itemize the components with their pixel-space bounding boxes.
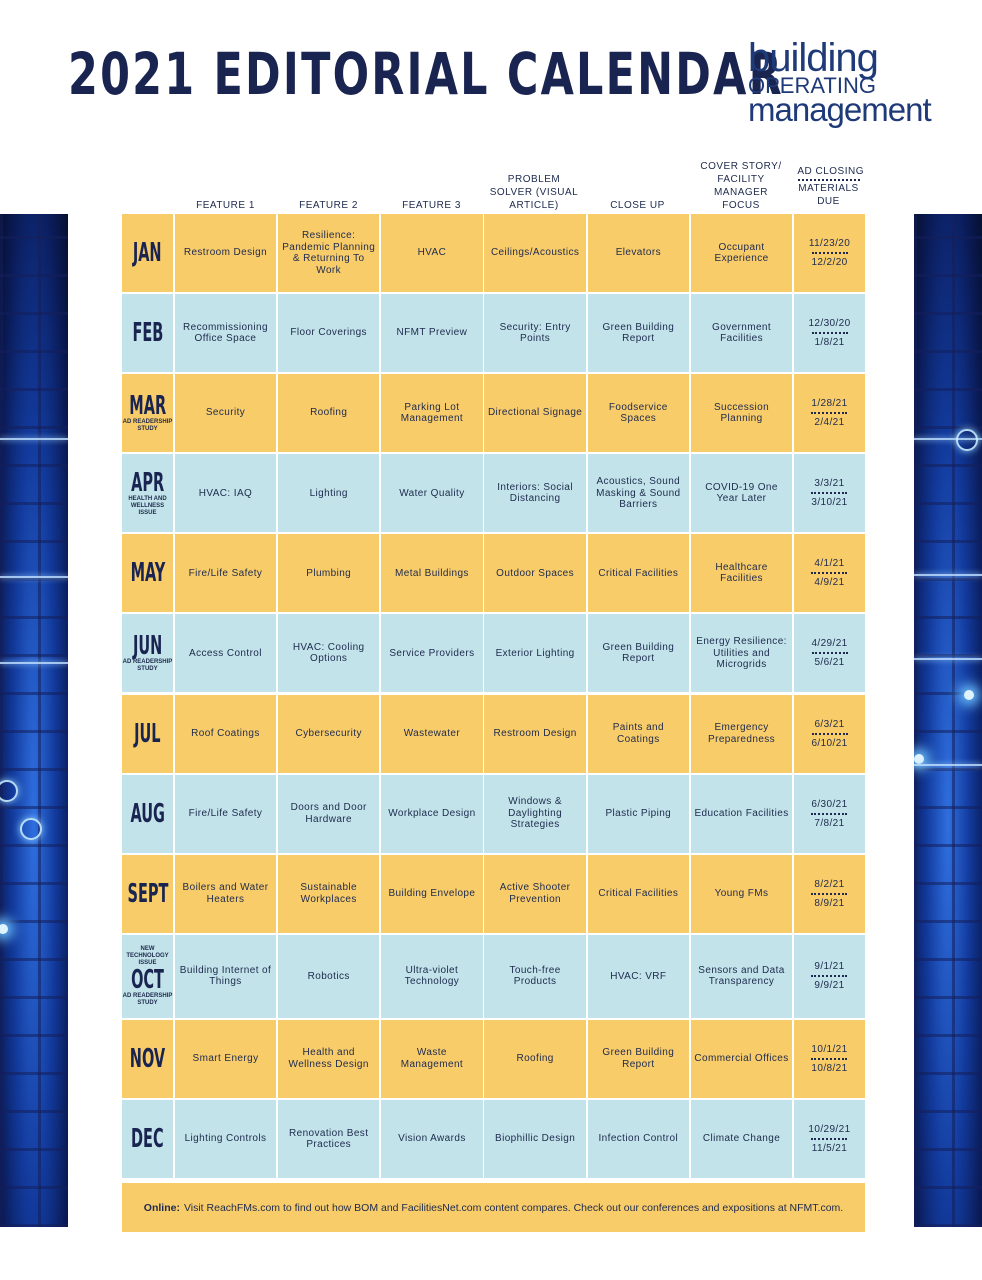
materials-due-date: 6/10/21 <box>811 737 848 749</box>
ad-closing-date: 10/1/21 <box>811 1043 848 1055</box>
month-label: DEC <box>131 1124 164 1155</box>
column-header-ad-closing <box>793 152 864 208</box>
problem-solver-cell: Security: Entry Points <box>484 294 585 372</box>
footer-text: Visit ReachFMs.com to find out how BOM and FacilitiesNet.com content compares. Check out our conferences and expositions at NFMT.com. <box>183 1201 844 1214</box>
ad-closing-date: 10/29/21 <box>808 1124 851 1136</box>
calendar-row <box>122 1020 865 1098</box>
logo-line-building: building <box>748 36 878 80</box>
problem-solver-cell: Touch-free Products <box>484 935 585 1018</box>
feature-1-cell: Recommissioning Office Space <box>175 294 276 372</box>
ad-closing-date: 6/30/21 <box>811 798 848 810</box>
month-cell <box>122 294 173 372</box>
feature-2-cell: Roofing <box>278 374 379 452</box>
feature-3-cell: Workplace Design <box>381 775 482 853</box>
feature-1-cell: Fire/Life Safety <box>175 534 276 612</box>
column-header-close-up: CLOSE UP <box>610 200 665 211</box>
dotted-divider <box>798 179 860 181</box>
month-label: JUL <box>134 718 161 749</box>
materials-due-date: 10/8/21 <box>811 1062 848 1074</box>
calendar-row <box>122 294 865 372</box>
month-label: NOV <box>129 1043 166 1074</box>
feature-1-cell: Lighting Controls <box>175 1100 276 1178</box>
month-cell <box>122 775 173 853</box>
building-operating-management-logo <box>748 38 931 126</box>
close-up-cell: Green Building Report <box>588 614 689 692</box>
month-cell <box>122 855 173 933</box>
left-decorative-panel <box>0 214 68 1227</box>
calendar-row <box>122 855 865 933</box>
materials-due-date: 5/6/21 <box>814 657 845 669</box>
ad-closing-date: 3/3/21 <box>814 478 845 490</box>
cover-story-cell: Education Facilities <box>691 775 792 853</box>
feature-2-cell: Robotics <box>278 935 379 1018</box>
close-up-cell: Elevators <box>588 214 689 292</box>
feature-1-cell: Boilers and Water Heaters <box>175 855 276 933</box>
feature-1-cell: Building Internet of Things <box>175 935 276 1018</box>
month-note-top: NEW TECHNOLOGY ISSUE <box>126 945 169 966</box>
ad-closing-date: 9/1/21 <box>814 961 845 973</box>
problem-solver-cell: Active Shooter Prevention <box>484 855 585 933</box>
column-header-cover-story: COVER STORY/ FACILITY MANAGER FOCUS <box>700 161 782 211</box>
calendar-row <box>122 614 865 692</box>
dotted-divider <box>811 1058 847 1060</box>
feature-3-cell: HVAC <box>381 214 482 292</box>
page-title: 2021 EDITORIAL CALENDAR <box>68 40 784 108</box>
month-cell <box>122 1020 173 1098</box>
dates-cell <box>794 775 865 853</box>
feature-3-cell: Water Quality <box>381 454 482 532</box>
problem-solver-cell: Biophillic Design <box>484 1100 585 1178</box>
dates-cell <box>794 374 865 452</box>
feature-2-cell: Lighting <box>278 454 379 532</box>
close-up-cell: Paints and Coatings <box>588 695 689 773</box>
column-header-feature-3: FEATURE 3 <box>402 200 461 211</box>
feature-1-cell: Restroom Design <box>175 214 276 292</box>
month-label: OCT <box>131 964 164 995</box>
feature-3-cell: Waste Management <box>381 1020 482 1098</box>
materials-due-date: 1/8/21 <box>814 337 845 349</box>
ad-closing-date: 8/2/21 <box>814 878 845 890</box>
dates-cell <box>794 1100 865 1178</box>
dates-cell <box>794 614 865 692</box>
dates-cell <box>794 695 865 773</box>
feature-1-cell: Security <box>175 374 276 452</box>
cover-story-cell: Energy Resilience: Utilities and Microgrids <box>691 614 792 692</box>
close-up-cell: Infection Control <box>588 1100 689 1178</box>
cover-story-cell: Succession Planning <box>691 374 792 452</box>
logo-line-operating: OPERATING <box>748 73 876 98</box>
month-label: JAN <box>133 238 162 268</box>
calendar-row <box>122 374 865 452</box>
cover-story-cell: Sensors and Data Transparency <box>691 935 792 1018</box>
problem-solver-cell: Interiors: Social Distancing <box>484 454 585 532</box>
feature-2-cell: Resilience: Pandemic Planning & Returning To Work <box>278 214 379 292</box>
month-label: AUG <box>130 798 165 829</box>
cover-story-cell: Commercial Offices <box>691 1020 792 1098</box>
calendar-grid <box>122 214 865 1180</box>
feature-2-cell: Doors and Door Hardware <box>278 775 379 853</box>
ad-closing-label: AD CLOSING <box>797 166 864 177</box>
ad-closing-date: 12/30/20 <box>808 318 851 330</box>
feature-1-cell: Fire/Life Safety <box>175 775 276 853</box>
calendar-row <box>122 1100 865 1178</box>
feature-1-cell: Roof Coatings <box>175 695 276 773</box>
cover-story-cell: Young FMs <box>691 855 792 933</box>
materials-due-date: 7/8/21 <box>814 817 845 829</box>
close-up-cell: Acoustics, Sound Masking & Sound Barriers <box>588 454 689 532</box>
materials-due-date: 8/9/21 <box>814 897 845 909</box>
materials-due-date: 4/9/21 <box>814 577 845 589</box>
dotted-divider <box>811 893 847 895</box>
feature-3-cell: Building Envelope <box>381 855 482 933</box>
month-cell <box>122 614 173 692</box>
logo-line-management: management <box>748 91 931 128</box>
close-up-cell: Plastic Piping <box>588 775 689 853</box>
cover-story-cell: Government Facilities <box>691 294 792 372</box>
feature-1-cell: Smart Energy <box>175 1020 276 1098</box>
dates-cell <box>794 534 865 612</box>
month-cell <box>122 214 173 292</box>
dotted-divider <box>811 412 847 414</box>
materials-due-date: 3/10/21 <box>811 497 848 509</box>
close-up-cell: Foodservice Spaces <box>588 374 689 452</box>
problem-solver-cell: Ceilings/Acoustics <box>484 214 585 292</box>
month-cell <box>122 454 173 532</box>
dotted-divider <box>811 492 847 494</box>
cover-story-cell: Healthcare Facilities <box>691 534 792 612</box>
feature-2-cell: Floor Coverings <box>278 294 379 372</box>
dates-cell <box>794 855 865 933</box>
problem-solver-cell: Exterior Lighting <box>484 614 585 692</box>
cover-story-cell: Occupant Experience <box>691 214 792 292</box>
column-header-feature-1: FEATURE 1 <box>196 200 255 211</box>
right-decorative-panel <box>914 214 982 1227</box>
close-up-cell: Critical Facilities <box>588 855 689 933</box>
feature-3-cell: Ultra-violet Technology <box>381 935 482 1018</box>
feature-3-cell: Vision Awards <box>381 1100 482 1178</box>
calendar-row <box>122 775 865 853</box>
problem-solver-cell: Directional Signage <box>484 374 585 452</box>
month-cell <box>122 534 173 612</box>
month-label: SEPT <box>127 878 168 909</box>
calendar-row <box>122 214 865 292</box>
month-note: AD READERSHIP STUDY <box>122 992 173 1006</box>
month-note: HEALTH AND WELLNESS ISSUE <box>128 495 167 516</box>
materials-due-label: MATERIALS DUE <box>798 183 859 207</box>
materials-due-date: 2/4/21 <box>814 417 845 429</box>
dotted-divider <box>811 572 847 574</box>
problem-solver-cell: Restroom Design <box>484 695 585 773</box>
close-up-cell: Critical Facilities <box>588 534 689 612</box>
close-up-cell: Green Building Report <box>588 294 689 372</box>
month-cell <box>122 374 173 452</box>
materials-due-date: 9/9/21 <box>814 980 845 992</box>
feature-2-cell: Cybersecurity <box>278 695 379 773</box>
feature-1-cell: Access Control <box>175 614 276 692</box>
calendar-row <box>122 935 865 1018</box>
dates-cell <box>794 454 865 532</box>
feature-2-cell: Renovation Best Practices <box>278 1100 379 1178</box>
feature-1-cell: HVAC: IAQ <box>175 454 276 532</box>
dates-cell <box>794 294 865 372</box>
month-label: JUN <box>132 631 163 662</box>
feature-3-cell: Metal Buildings <box>381 534 482 612</box>
month-note: AD READERSHIP STUDY <box>122 659 173 673</box>
dates-cell <box>794 1020 865 1098</box>
month-label: APR <box>130 467 165 498</box>
feature-2-cell: Plumbing <box>278 534 379 612</box>
cover-story-cell: Climate Change <box>691 1100 792 1178</box>
dotted-divider <box>812 652 848 654</box>
month-note: AD READERSHIP STUDY <box>122 419 173 433</box>
cover-story-cell: Emergency Preparedness <box>691 695 792 773</box>
materials-due-date: 11/5/21 <box>811 1143 848 1155</box>
month-cell <box>122 695 173 773</box>
close-up-cell: HVAC: VRF <box>588 935 689 1018</box>
dotted-divider <box>812 332 848 334</box>
dotted-divider <box>811 1138 847 1140</box>
month-label: MAY <box>130 558 165 589</box>
problem-solver-cell: Windows & Daylighting Strategies <box>484 775 585 853</box>
month-label: MAR <box>129 391 166 422</box>
column-header-feature-2: FEATURE 2 <box>299 200 358 211</box>
feature-3-cell: Parking Lot Management <box>381 374 482 452</box>
ad-closing-date: 11/23/20 <box>808 238 851 249</box>
ad-closing-date: 4/1/21 <box>814 558 845 570</box>
feature-2-cell: Sustainable Workplaces <box>278 855 379 933</box>
footer-online-note <box>122 1183 865 1232</box>
dotted-divider <box>812 252 848 254</box>
ad-closing-date: 4/29/21 <box>811 638 848 650</box>
dates-cell <box>794 214 865 292</box>
month-cell <box>122 1100 173 1178</box>
problem-solver-cell: Roofing <box>484 1020 585 1098</box>
materials-due-date: 12/2/20 <box>811 257 848 268</box>
month-cell <box>122 935 173 1018</box>
problem-solver-cell: Outdoor Spaces <box>484 534 585 612</box>
footer-label: Online: <box>143 1201 180 1214</box>
cover-story-cell: COVID-19 One Year Later <box>691 454 792 532</box>
dotted-divider <box>811 813 847 815</box>
calendar-row <box>122 695 865 773</box>
calendar-row <box>122 534 865 612</box>
feature-3-cell: Wastewater <box>381 695 482 773</box>
feature-2-cell: HVAC: Cooling Options <box>278 614 379 692</box>
close-up-cell: Green Building Report <box>588 1020 689 1098</box>
feature-2-cell: Health and Wellness Design <box>278 1020 379 1098</box>
ad-closing-date: 1/28/21 <box>811 398 848 410</box>
feature-3-cell: Service Providers <box>381 614 482 692</box>
dotted-divider <box>812 733 848 735</box>
month-label: FEB <box>132 318 163 349</box>
dates-cell <box>794 935 865 1018</box>
dotted-divider <box>811 975 847 977</box>
column-header-problem-solver: PROBLEM SOLVER (VISUAL ARTICLE) <box>489 174 579 211</box>
feature-3-cell: NFMT Preview <box>381 294 482 372</box>
ad-closing-date: 6/3/21 <box>814 718 845 730</box>
calendar-row <box>122 454 865 532</box>
